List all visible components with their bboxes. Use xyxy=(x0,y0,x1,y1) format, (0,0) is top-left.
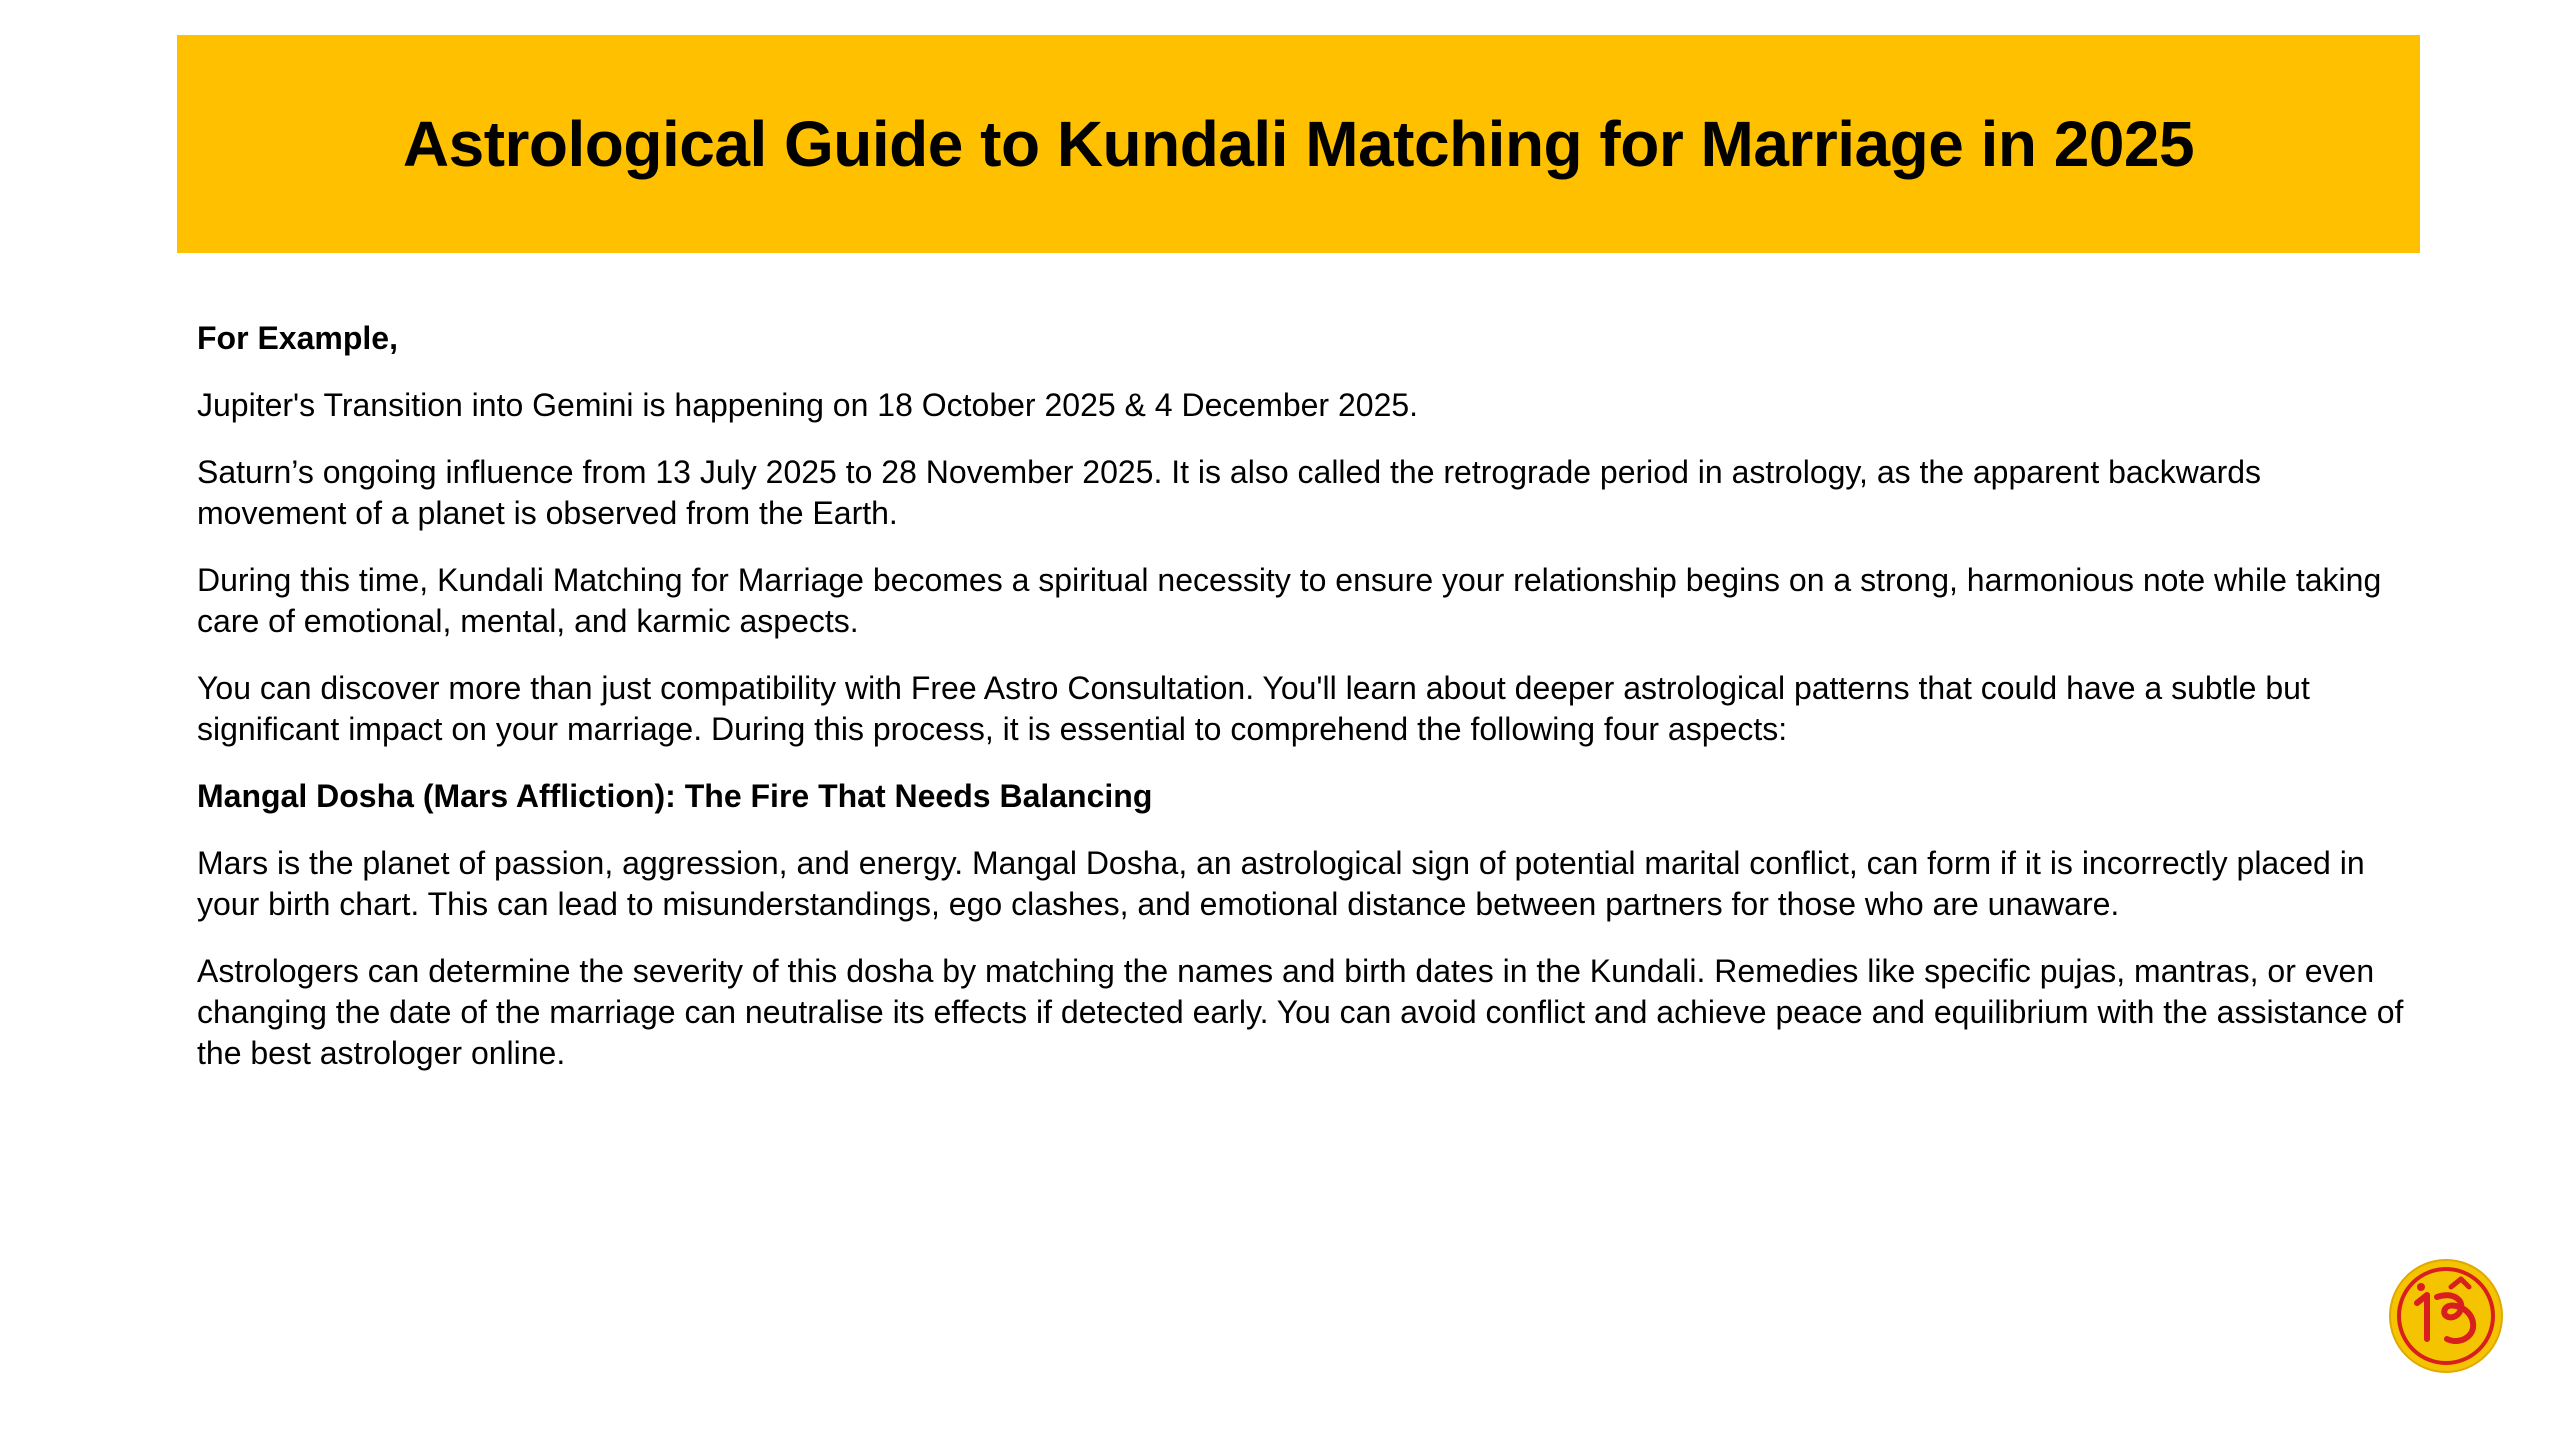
brand-logo-graphic xyxy=(2387,1257,2505,1375)
paragraph-jupiter: Jupiter's Transition into Gemini is happening on 18 October 2025 & 4 December 2025. xyxy=(197,387,1419,423)
paragraph-saturn: Saturn’s ongoing influence from 13 July 2025 to 28 November 2025. It is also called the retrograde period in astrology, as the apparent backwards movement of a planet is observed from the Earth. xyxy=(197,454,2262,531)
paragraph-mars: Mars is the planet of passion, aggression, and energy. Mangal Dosha, an astrological sign of potential marital conflict, can form if it is incorrectly placed in your birth chart. This can lead to misunderstandings, ego clashes, and emotional distance between partners for those who are unaware. xyxy=(197,845,2365,922)
paragraph-during-this-time: During this time, Kundali Matching for Marriage becomes a spiritual necessity to ensure your relationship begins on a strong, harmonious note while taking care of emotional, mental, and karmic aspects. xyxy=(197,562,2382,639)
paragraph-mangal-dosha-heading: Mangal Dosha (Mars Affliction): The Fire That Needs Balancing xyxy=(197,778,1153,814)
slide-body xyxy=(197,318,2417,1100)
paragraph-astrologers: Astrologers can determine the severity of this dosha by matching the names and birth dates in the Kundali. Remedies like specific pujas, mantras, or even changing the date of the marriage can neutralise its effects if detected early. You can avoid conflict and achieve peace and equilibrium with the assistance of the best astrologer online. xyxy=(197,953,2404,1071)
paragraph-free-astro: You can discover more than just compatibility with Free Astro Consultation. You'll learn about deeper astrological patterns that could have a subtle but significant impact on your marriage. During this process, it is essential to comprehend the following four aspects: xyxy=(197,670,2310,747)
page-title: Astrological Guide to Kundali Matching for Marriage in 2025 xyxy=(402,108,2195,180)
title-banner xyxy=(177,35,2420,253)
paragraph-example-heading: For Example, xyxy=(197,320,398,356)
brand-logo-icon xyxy=(2387,1257,2505,1375)
